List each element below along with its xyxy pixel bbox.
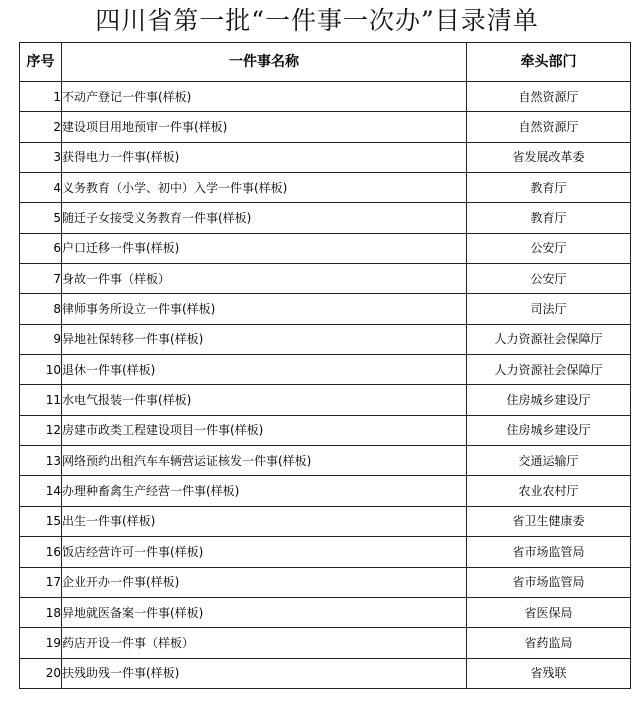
- row-department-cell: 人力资源社会保障厅: [467, 355, 631, 385]
- row-name-cell: 饭店经营许可一件事(样板): [62, 537, 467, 567]
- row-department-cell: 交通运输厅: [467, 446, 631, 476]
- row-number-cell: 4: [20, 173, 62, 203]
- row-name-cell: 水电气报装一件事(样板): [62, 385, 467, 415]
- row-department-cell: 住房城乡建设厅: [467, 415, 631, 445]
- row-name-cell: 房建市政类工程建设项目一件事(样板): [62, 415, 467, 445]
- table-row: [20, 264, 631, 294]
- table-row: [20, 415, 631, 445]
- row-name-cell: 随迁子女接受义务教育一件事(样板): [62, 203, 467, 233]
- row-name-cell: 身故一件事（样板）: [62, 264, 467, 294]
- row-name-cell: 律师事务所设立一件事(样板): [62, 294, 467, 324]
- row-number-cell: 18: [20, 597, 62, 627]
- row-name-cell: 户口迁移一件事(样板): [62, 233, 467, 263]
- row-department-cell: 省残联: [467, 658, 631, 688]
- row-number-cell: 6: [20, 233, 62, 263]
- table-row: [20, 476, 631, 506]
- document-title: 四川省第一批“一件事一次办”目录清单: [95, 6, 539, 35]
- row-number-cell: 16: [20, 537, 62, 567]
- row-department-cell: 教育厅: [467, 203, 631, 233]
- row-department-cell: 省卫生健康委: [467, 506, 631, 536]
- row-number-cell: 1: [20, 82, 62, 112]
- table-row: [20, 537, 631, 567]
- row-name-cell: 获得电力一件事(样板): [62, 142, 467, 172]
- row-department-cell: 人力资源社会保障厅: [467, 324, 631, 354]
- table-row: [20, 203, 631, 233]
- row-name-cell: 异地就医备案一件事(样板): [62, 597, 467, 627]
- row-department-cell: 自然资源厅: [467, 82, 631, 112]
- table-row: [20, 597, 631, 627]
- row-department-cell: 公安厅: [467, 233, 631, 263]
- table-row: [20, 567, 631, 597]
- row-name-cell: 退休一件事(样板): [62, 355, 467, 385]
- row-name-cell: 异地社保转移一件事(样板): [62, 324, 467, 354]
- row-department-cell: 省药监局: [467, 628, 631, 658]
- table-row: [20, 233, 631, 263]
- row-number-cell: 3: [20, 142, 62, 172]
- header-number: 序号: [20, 43, 62, 82]
- row-number-cell: 14: [20, 476, 62, 506]
- row-number-cell: 9: [20, 324, 62, 354]
- row-department-cell: 住房城乡建设厅: [467, 385, 631, 415]
- row-department-cell: 公安厅: [467, 264, 631, 294]
- table-row: [20, 506, 631, 536]
- row-number-cell: 7: [20, 264, 62, 294]
- row-department-cell: 省医保局: [467, 597, 631, 627]
- row-number-cell: 13: [20, 446, 62, 476]
- table-row: [20, 446, 631, 476]
- row-number-cell: 5: [20, 203, 62, 233]
- row-department-cell: 教育厅: [467, 173, 631, 203]
- row-department-cell: 司法厅: [467, 294, 631, 324]
- table-row: [20, 112, 631, 142]
- row-name-cell: 办理种畜禽生产经营一件事(样板): [62, 476, 467, 506]
- row-number-cell: 15: [20, 506, 62, 536]
- row-department-cell: 省市场监管局: [467, 537, 631, 567]
- directory-table: [19, 42, 631, 689]
- row-name-cell: 义务教育（小学、初中）入学一件事(样板): [62, 173, 467, 203]
- table-row: [20, 173, 631, 203]
- table-row: [20, 355, 631, 385]
- table-row: [20, 142, 631, 172]
- row-department-cell: 省市场监管局: [467, 567, 631, 597]
- row-number-cell: 11: [20, 385, 62, 415]
- table-row: [20, 385, 631, 415]
- table-row: [20, 658, 631, 688]
- row-name-cell: 不动产登记一件事(样板): [62, 82, 467, 112]
- table-header-row: [20, 43, 631, 82]
- row-department-cell: 省发展改革委: [467, 142, 631, 172]
- table-row: [20, 294, 631, 324]
- row-name-cell: 企业开办一件事(样板): [62, 567, 467, 597]
- row-number-cell: 10: [20, 355, 62, 385]
- row-number-cell: 20: [20, 658, 62, 688]
- header-name: 一件事名称: [62, 43, 467, 82]
- table-row: [20, 628, 631, 658]
- row-name-cell: 药店开设一件事（样板）: [62, 628, 467, 658]
- row-name-cell: 建设项目用地预审一件事(样板): [62, 112, 467, 142]
- row-number-cell: 8: [20, 294, 62, 324]
- row-name-cell: 扶残助残一件事(样板): [62, 658, 467, 688]
- row-number-cell: 12: [20, 415, 62, 445]
- row-name-cell: 出生一件事(样板): [62, 506, 467, 536]
- row-number-cell: 19: [20, 628, 62, 658]
- row-department-cell: 自然资源厅: [467, 112, 631, 142]
- table-body: [20, 82, 631, 689]
- row-number-cell: 17: [20, 567, 62, 597]
- header-department: 牵头部门: [467, 43, 631, 82]
- row-number-cell: 2: [20, 112, 62, 142]
- row-name-cell: 网络预约出租汽车车辆营运证核发一件事(样板): [62, 446, 467, 476]
- table-row: [20, 82, 631, 112]
- row-department-cell: 农业农村厅: [467, 476, 631, 506]
- table-row: [20, 324, 631, 354]
